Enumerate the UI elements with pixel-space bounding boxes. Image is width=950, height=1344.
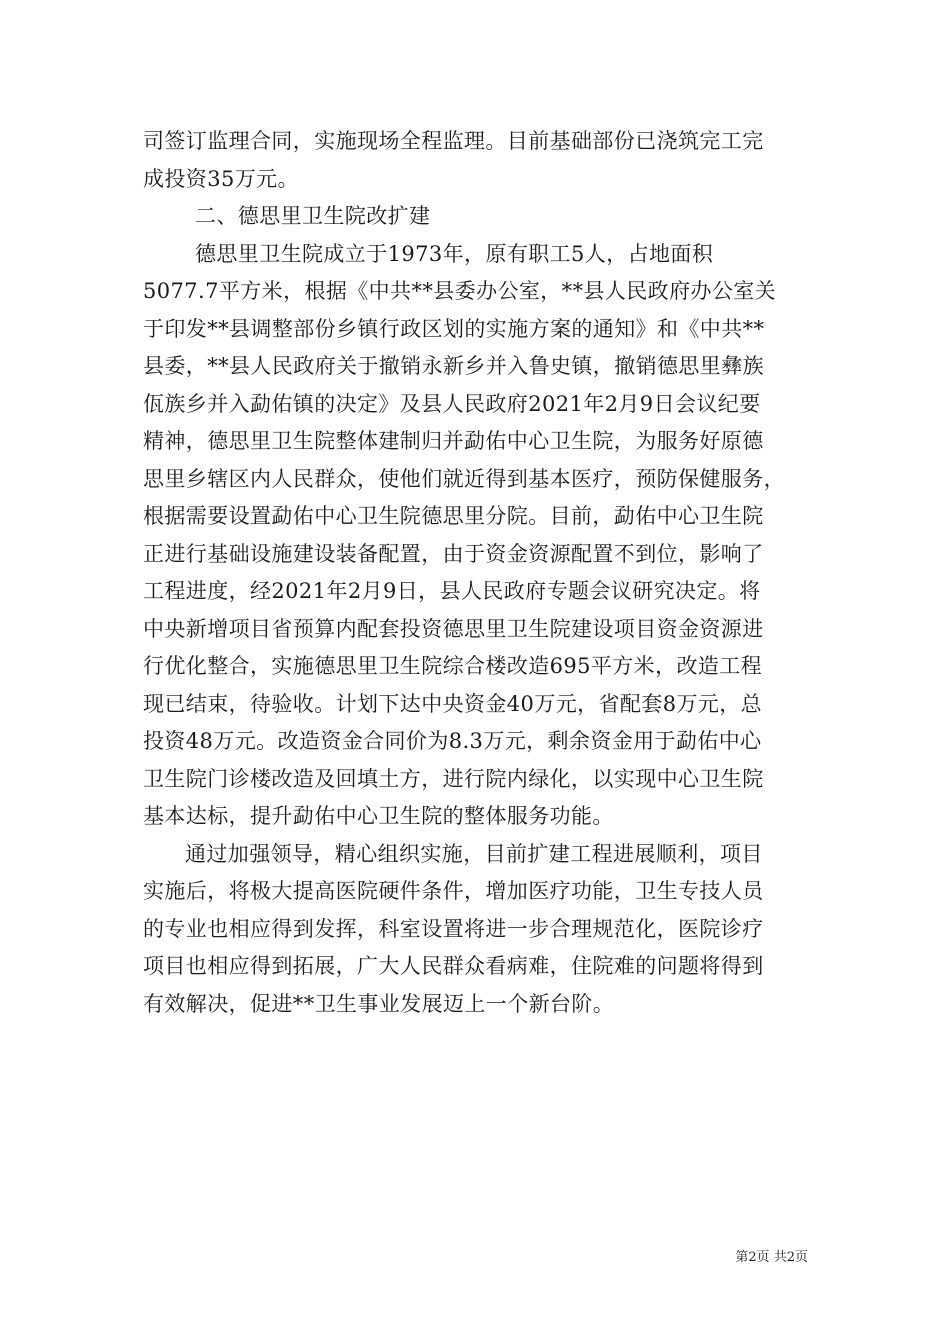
text-line: 有效解决，促进**卫生事业发展迈上一个新台阶。 <box>143 991 615 1016</box>
text-line: 5077.7平方米，根据《中共**县委办公室，**县人民政府办公室关 <box>143 279 777 303</box>
text-line: 于印发**县调整部份乡镇行政区划的实施方案的通知》和《中共** <box>143 316 765 341</box>
text-line: 精神，德思里卫生院整体建制归并勐佑中心卫生院，为服务好原德 <box>143 429 764 453</box>
document-body <box>143 123 815 1023</box>
text-line: 实施后，将极大提高医院硬件条件，增加医疗功能，卫生专技人员 <box>143 879 764 903</box>
text-line: 中央新增项目省预算内配套投资德思里卫生院建设项目资金资源进 <box>143 616 764 641</box>
text-line: 通过加强领导，精心组织实施，目前扩建工程进展顺利，项目 <box>185 841 763 866</box>
text-line: 思里乡辖区内人民群众，使他们就近得到基本医疗，预防保健服务， <box>143 466 785 491</box>
text-line: 投资48万元。改造资金合同价为8.3万元，剩余资金用于勐佑中心 <box>143 729 762 753</box>
text-line: 行优化整合，实施德思里卫生院综合楼改造695平方米，改造工程 <box>143 654 763 678</box>
text-line: 工程进度，经2021年2月9日，县人民政府专题会议研究决定。将 <box>143 579 761 603</box>
page-number: 第2页 共2页 <box>735 1250 808 1265</box>
text-line: 德思里卫生院成立于1973年，原有职工5人，占地面积 <box>195 241 714 266</box>
text-line: 二、德思里卫生院改扩建 <box>195 204 431 228</box>
text-line: 根据需要设置勐佑中心卫生院德思里分院。目前，勐佑中心卫生院 <box>143 504 764 528</box>
text-line: 正进行基础设施建设装备配置，由于资金资源配置不到位，影响了 <box>143 541 764 566</box>
text-line: 县委，**县人民政府关于撤销永新乡并入鲁史镇，撤销德思里彝族 <box>143 354 764 378</box>
text-line: 现已结束，待验收。计划下达中央资金40万元，省配套8万元，总 <box>143 691 763 716</box>
text-line: 佤族乡并入勐佑镇的决定》及县人民政府2021年2月9日会议纪要 <box>143 391 761 416</box>
text-line: 的专业也相应得到发挥，科室设置将进一步合理规范化，医院诊疗 <box>143 916 764 941</box>
text-line: 成投资35万元。 <box>143 166 299 191</box>
text-line: 卫生院门诊楼改造及回填土方，进行院内绿化，以实现中心卫生院 <box>143 766 764 791</box>
text-line: 基本达标，提升勐佑中心卫生院的整体服务功能。 <box>143 804 614 828</box>
text-line: 司签订监理合同，实施现场全程监理。目前基础部份已浇筑完工完 <box>143 129 764 153</box>
text-line: 项目也相应得到拓展，广大人民群众看病难，住院难的问题将得到 <box>143 954 764 978</box>
